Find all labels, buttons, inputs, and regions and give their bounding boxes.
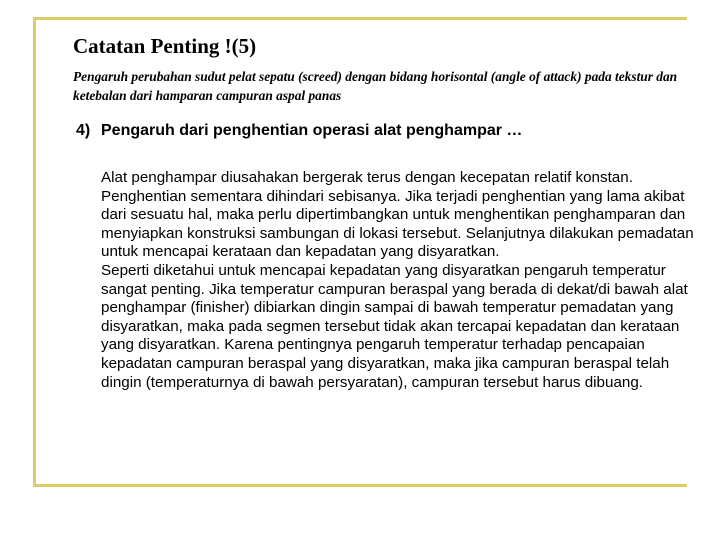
- slide-title: Catatan Penting !(5): [73, 34, 257, 58]
- frame-bottom-border: [33, 484, 687, 487]
- frame-top-border: [33, 17, 687, 20]
- section-number: 4): [76, 122, 91, 139]
- body-text: [101, 169, 701, 392]
- section-heading: [76, 122, 686, 140]
- slide-subtitle: Pengaruh perubahan sudut pelat sepatu (screed) dengan bidang horisontal (angle of attack) pada tekstur dan ketebalan dari hamparan campuran aspal panas: [73, 69, 678, 103]
- paragraph: Alat penghampar diusahakan bergerak terus dengan kecepatan relatif konstan. Penghentian sementara dihindari sebisanya. Jika terjadi penghentian yang lama akibat dari sesuatu hal, maka perlu dipertimbangkan untuk menghentikan penghamparan dan menyiapkan konstruksi sambungan di lokasi tersebut. Selanjutnya dilakukan pemadatan untuk mencapai kerataan dan kepadatan yang disyaratkan.: [101, 169, 694, 261]
- section-heading-text: Pengaruh dari penghentian operasi alat penghampar …: [101, 122, 523, 139]
- frame-left-border: [33, 17, 36, 487]
- paragraph: Seperti diketahui untuk mencapai kepadatan yang disyaratkan pengaruh temperatur sangat penting. Jika temperatur campuran beraspal yang berada di dekat/di bawah alat penghampar (finisher) dibiarkan dingin sampai di bawah temperatur pemadatan yang disyaratkan, maka pada segmen tersebut tidak akan tercapai kepadatan dan kerataan yang disyaratkan. Karena pentingnya pengaruh temperatur terhadap pencapaian kepadatan campuran beraspal yang disyaratkan, maka jika campuran beraspal telah dingin (temperaturnya di bawah persyaratan), campuran tersebut harus dibuang.: [101, 261, 688, 391]
